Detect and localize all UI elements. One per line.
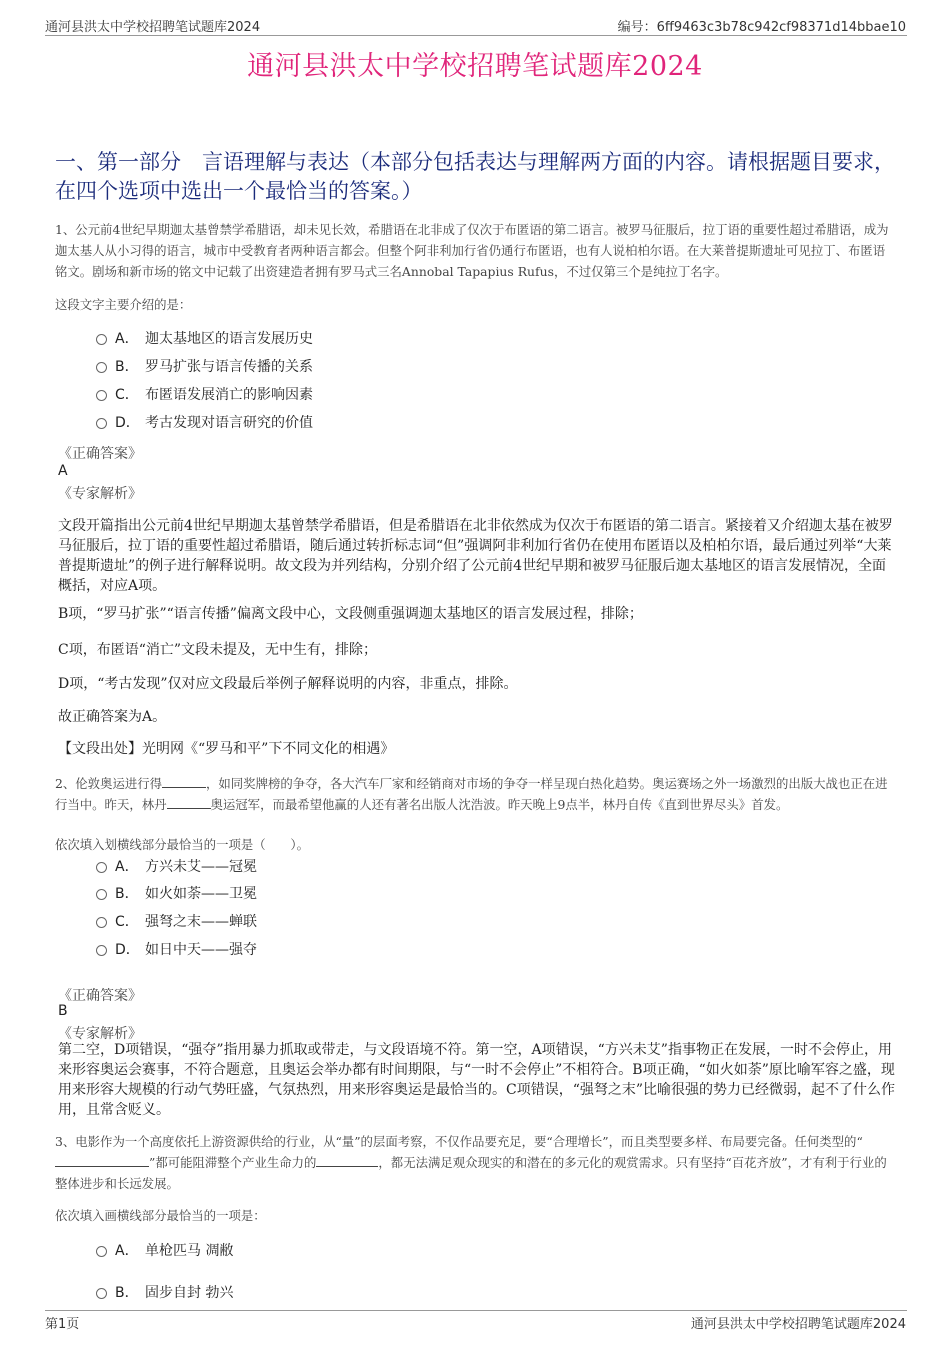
radio-icon[interactable] [96,889,107,900]
blank-line [55,1166,149,1167]
footer-doc-title: 通河县洪太中学校招聘笔试题库2024 [690,1317,906,1332]
header-divider [45,35,907,36]
q3-option-b[interactable]: B． 固步自封 勃兴 [96,1283,233,1303]
q1-option-a[interactable]: A． 迦太基地区的语言发展历史 [96,329,313,349]
radio-icon[interactable] [96,1246,107,1257]
q2-option-c[interactable]: C． 强弩之末——蝉联 [96,912,257,932]
q1-option-c[interactable]: C． 布匿语发展消亡的影响因素 [96,385,313,405]
footer-divider [45,1310,907,1311]
radio-icon[interactable] [96,362,107,373]
footer-page-number: 第1页 [45,1317,80,1332]
header-doc-title: 通河县洪太中学校招聘笔试题库2024 [45,20,261,35]
q1-stem: 1、公元前4世纪早期迦太基曾禁学希腊语，却未见长效，希腊语在北非成了仅次于布匿语的第二语言。被罗马征服后，拉丁语的重要性超过希腊语，成为迦太基人从小习得的语言，城市中受教育者两种语言都会。但整个阿非利加行省仍通行布匿语，也有人说柏柏尔语。在大莱普提斯遗址可见拉丁、布匿语铭文。剧场和新市场的铭文中记载了出资建造者拥有罗马式三名Annobal Tapapius Rufus，不过仅第三个是纯拉丁名字。 [55,222,889,279]
q2-answer: B [58,1003,68,1019]
radio-icon[interactable] [96,418,107,429]
q1-analysis-d: D项，“考古发现”仅对应文段最后举例子解释说明的内容，非重点，排除。 [58,676,518,692]
q1-analysis-para: 文段开篇指出公元前4世纪早期迦太基曾禁学希腊语，但是希腊语在北非依然成为仅次于布匿语的第二语言。紧接着又介绍迦太基在被罗马征服后，拉丁语的重要性超过希腊语，随后通过转折标志词“但”强调阿非利加行省仍在使用布匿语以及柏柏尔语，最后通过列举“大莱普提斯遗址”的例子进行解释说明。故文段为并列结构，分别介绍了公元前4世纪早期和被罗马征服后迦太基地区的语言发展情况，全面概括，对应A项。 [58,518,893,594]
q2-answer-label: 《正确答案》 [58,988,142,1004]
q2-prompt: 依次填入划横线部分最恰当的一项是（ ）。 [55,837,310,852]
section-heading: 一、第一部分 言语理解与表达（本部分包括表达与理解两方面的内容。请根据题目要求，在四个选项中选出一个最恰当的答案。） [55,150,895,203]
q1-prompt: 这段文字主要介绍的是： [55,297,192,312]
q2-analysis-label: 《专家解析》 [58,1026,142,1042]
q1-analysis-c: C项，布匿语“消亡”文段未提及，无中生有，排除； [58,642,378,658]
q1-analysis-b: B项，“罗马扩张”“语言传播”偏离文段中心，文段侧重强调迦太基地区的语言发展过程，排除； [58,606,643,622]
header-id-label: 编号： [617,20,657,35]
blank-line [167,808,211,809]
radio-icon[interactable] [96,945,107,956]
q3-stem: 3、电影作为一个高度依托上游资源供给的行业，从“量”的层面考察，不仅作品要充足，要“合理增长”，而且类型要多样、布局要完备。任何类型的“”都可能阻滞整个产业生命力的 ，都无法满足观众现实的和潜在的多元化的观赏需求。只有坚持“百花齐放”，才有利于行业的整体进步和长远发展。 [55,1134,887,1191]
q1-option-b[interactable]: B． 罗马扩张与语言传播的关系 [96,357,313,377]
q2-analysis: 第二空，D项错误，“强夺”指用暴力抓取或带走，与文段语境不符。第一空，A项错误，“方兴未艾”指事物正在发展，一时不会停止，用来形容奥运会赛事，不符合题意，且奥运会举办都有时间期限，与“一时不会停止”不相符合。B项正确，“如火如荼”原比喻军容之盛，现用来形容大规模的行动气势旺盛，气氛热烈，用来形容奥运是最恰当的。C项错误，“强弩之末”比喻很强的势力已经微弱，起不了什么作用，且常含贬义。 [58,1042,896,1118]
header-doc-id [618,16,906,35]
q2-stem: 2、伦敦奥运进行得 ，如同奖牌榜的争夺，各大汽车厂家和经销商对市场的争夺一样呈现白热化趋势。奥运赛场之外一场激烈的出版大战也正在进行当中。昨天，林丹 奥运冠军，而最希望他赢的人还有著名出版人沈浩波。昨天晚上9点半，林丹自传《直到世界尽头》首发。 [55,776,888,812]
radio-icon[interactable] [96,917,107,928]
radio-icon[interactable] [96,862,107,873]
radio-icon[interactable] [96,334,107,345]
blank-line [316,1166,378,1167]
header-id-code: 6ff9463c3b78c942cf98371d14bbae10 [656,20,906,35]
radio-icon[interactable] [96,390,107,401]
q1-answer-label: 《正确答案》 [58,446,142,462]
q2-option-d[interactable]: D． 如日中天——强夺 [96,940,257,960]
q1-option-d[interactable]: D． 考古发现对语言研究的价值 [96,413,313,433]
q3-prompt: 依次填入画横线部分最恰当的一项是： [55,1208,266,1223]
q1-analysis-conclusion: 故正确答案为A。 [58,709,167,725]
page-title: 通河县洪太中学校招聘笔试题库2024 [247,51,703,82]
q2-option-b[interactable]: B． 如火如荼——卫冕 [96,884,257,904]
q1-source: 【文段出处】光明网《“罗马和平”下不同文化的相遇》 [58,741,395,757]
radio-icon[interactable] [96,1288,107,1299]
blank-line [162,787,206,788]
q1-analysis-label: 《专家解析》 [58,486,142,502]
q2-option-a[interactable]: A． 方兴未艾——冠冕 [96,857,257,877]
q1-answer: A [58,463,68,479]
q3-option-a[interactable]: A． 单枪匹马 凋敝 [96,1241,233,1261]
